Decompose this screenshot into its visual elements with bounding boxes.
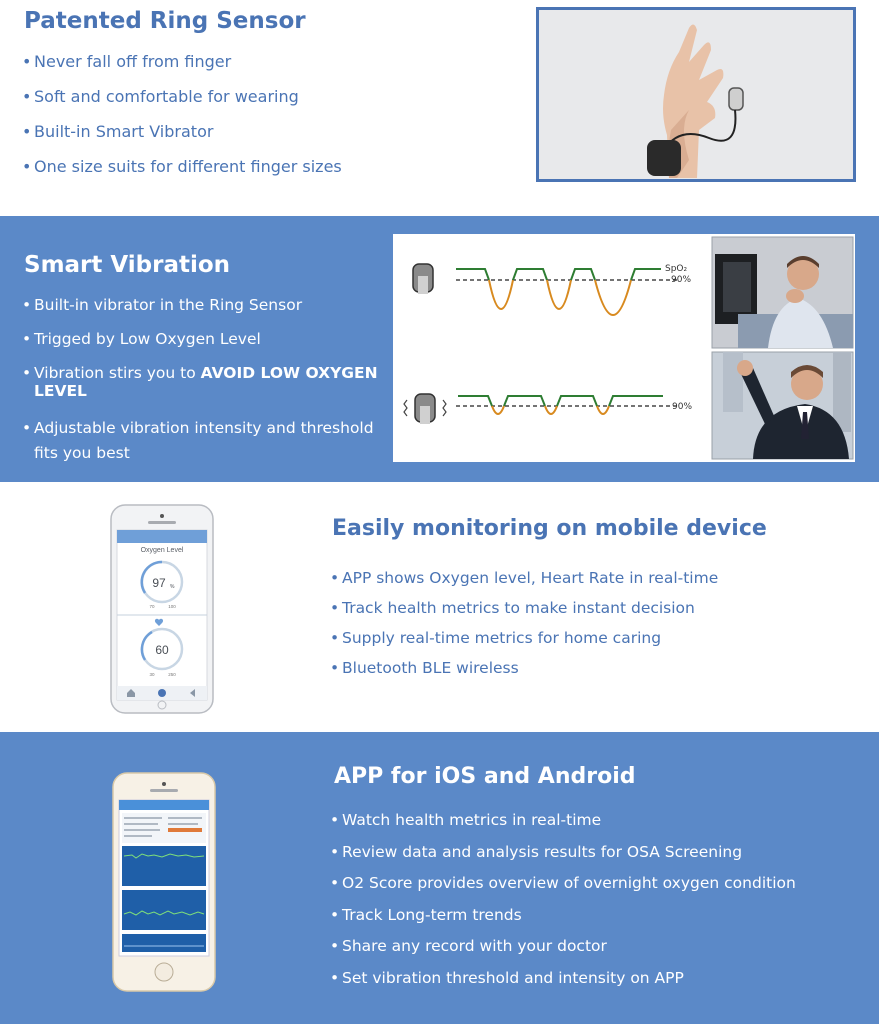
app-title: APP for iOS and Android	[334, 764, 636, 789]
app-section	[0, 732, 879, 1024]
list-item: • Adjustable vibration intensity and threshold fits you best	[22, 416, 387, 466]
app-feature-list	[330, 810, 796, 999]
list-item: • One size suits for different finger sizes	[22, 157, 342, 192]
list-item: • Soft and comfortable for wearing	[22, 87, 342, 122]
list-item: • Built-in Smart Vibrator	[22, 122, 342, 157]
phone-app-report-mockup	[112, 772, 216, 992]
center-nav-icon	[158, 689, 166, 697]
mobile-monitoring-title: Easily monitoring on mobile device	[332, 516, 767, 541]
list-item: • Supply real-time metrics for home caring	[330, 628, 718, 658]
smart-vibration-title: Smart Vibration	[24, 252, 231, 278]
list-item: • Bluetooth BLE wireless	[330, 658, 718, 688]
oxygen-value: 97	[152, 576, 166, 590]
oxygen-max: 100	[168, 604, 176, 609]
mobile-feature-list	[330, 568, 718, 688]
smart-vibration-feature-list	[22, 296, 387, 474]
ring-sensor-section	[0, 0, 879, 216]
mobile-monitoring-section	[0, 482, 879, 732]
smart-vibration-section	[0, 216, 879, 482]
heart-rate-min: 30	[149, 672, 155, 677]
list-item-text: Vibration stirs you to	[34, 364, 201, 382]
oxygen-level-header: Oxygen Level	[140, 547, 184, 554]
list-item: • Built-in vibrator in the Ring Sensor	[22, 296, 387, 314]
list-item	[22, 364, 387, 400]
list-item: • Trigged by Low Oxygen Level	[22, 330, 387, 348]
ring-sensor-feature-list	[22, 52, 342, 192]
oxygen-min: 70	[149, 604, 155, 609]
cheering-man-photo	[712, 352, 853, 459]
ring-sensor-hand-photo	[536, 7, 856, 182]
list-item: • Track Long-term trends	[330, 905, 796, 937]
tired-man-photo	[712, 237, 853, 348]
list-item: • Track health metrics to make instant decision	[330, 598, 718, 628]
oxygen-unit: %	[170, 584, 175, 590]
list-item-emphasis: AVOID LOW OXYGEN LEVEL	[34, 364, 378, 400]
list-item: • Never fall off from finger	[22, 52, 342, 87]
list-item: • O2 Score provides overview of overnight oxygen condition	[330, 873, 796, 905]
heart-rate-max: 250	[168, 672, 176, 677]
spo2-label: SpO₂	[665, 264, 688, 274]
phone-oxygen-app-mockup	[110, 504, 214, 714]
threshold-label-bottom: 90%	[672, 402, 693, 412]
ring-sensor-icon	[413, 264, 433, 294]
heart-rate-value: 60	[155, 643, 169, 657]
vibrating-ring-sensor-icon	[404, 394, 446, 424]
list-item: • Watch health metrics in real-time	[330, 810, 796, 842]
list-item: • Set vibration threshold and intensity on APP	[330, 968, 796, 1000]
list-item: • Share any record with your doctor	[330, 936, 796, 968]
ring-sensor-title: Patented Ring Sensor	[24, 8, 306, 34]
vibration-diagram	[393, 234, 855, 462]
threshold-label-top: 90%	[671, 275, 692, 285]
list-item: • APP shows Oxygen level, Heart Rate in real-time	[330, 568, 718, 598]
list-item: • Review data and analysis results for OSA Screening	[330, 842, 796, 874]
